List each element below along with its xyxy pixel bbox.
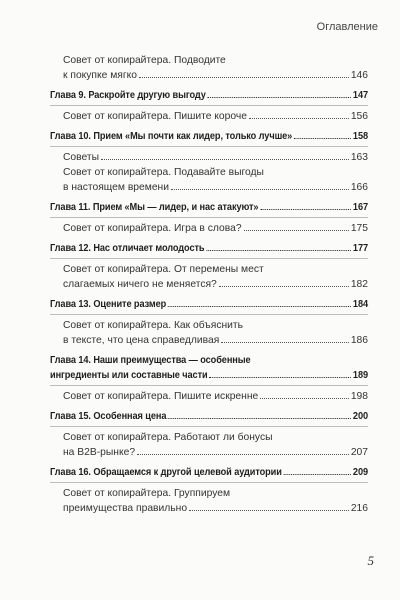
subentry-text: преимущества правильно: [63, 503, 188, 514]
toc-subentry: [50, 389, 368, 404]
leader-dots: [284, 474, 351, 475]
toc-subentry: [50, 109, 368, 124]
toc-subentry: [50, 165, 368, 195]
leader-dots: [244, 230, 349, 231]
subentry-text: Советы: [63, 152, 100, 163]
toc-chapter: [50, 200, 368, 215]
separator-rule: [50, 105, 368, 106]
toc-chapter: [50, 409, 368, 424]
subentry-text: Совет от копирайтера. Игра в слова?: [63, 223, 242, 234]
leader-dots: [260, 398, 349, 399]
chapter-title: Глава 13. Оцените размер: [50, 299, 167, 310]
subentry-text: в тексте, что цена справедливая: [63, 335, 220, 346]
toc-chapter: [50, 241, 368, 256]
leader-dots: [208, 97, 351, 98]
chapter-title: Глава 15. Особенная цена: [50, 411, 167, 422]
page-ref: 175: [350, 223, 368, 234]
leader-dots: [294, 138, 351, 139]
subentry-text: Совет от копирайтера. Подводите: [63, 55, 226, 66]
subentry-text: Совет от копирайтера. Группируем: [63, 488, 231, 499]
page-ref: 198: [350, 391, 368, 402]
leader-dots: [209, 377, 351, 378]
subentry-text: к покупке мягко: [63, 70, 137, 81]
page-ref: 167: [352, 202, 369, 213]
subentry-text: слагаемых ничего не меняется?: [63, 279, 217, 290]
chapter-title: Глава 9. Раскройте другую выгоду: [50, 90, 206, 101]
separator-rule: [50, 146, 368, 147]
separator-rule: [50, 385, 368, 386]
page-ref: 156: [350, 111, 368, 122]
leader-dots: [249, 118, 349, 119]
leader-dots: [260, 209, 351, 210]
page-ref: 163: [350, 152, 368, 163]
page-ref: 207: [350, 447, 368, 458]
leader-dots: [189, 510, 349, 511]
subentry-text: на B2B-рынке?: [63, 447, 136, 458]
leader-dots: [139, 77, 349, 78]
chapter-title: Глава 12. Нас отличает молодость: [50, 243, 205, 254]
chapter-title: Глава 14. Наши преимущества — особенные: [50, 355, 251, 366]
separator-rule: [50, 217, 368, 218]
leader-dots: [101, 159, 349, 160]
leader-dots: [171, 189, 349, 190]
page-ref: 177: [352, 243, 369, 254]
subentry-text: Совет от копирайтера. Пишите искренне: [63, 391, 259, 402]
subentry-text: Совет от копирайтера. Работают ли бонусы: [63, 432, 273, 443]
toc-chapter: [50, 88, 368, 103]
chapter-title: Глава 11. Прием «Мы — лидер, и нас атакуют»: [50, 202, 259, 213]
page-ref: 158: [352, 131, 369, 142]
leader-dots: [137, 454, 349, 455]
chapter-title: ингредиенты или составные части: [50, 370, 208, 381]
page-ref: 189: [352, 370, 369, 381]
separator-rule: [50, 426, 368, 427]
table-of-contents: [50, 53, 368, 516]
page-ref: 166: [350, 182, 368, 193]
toc-chapter: [50, 129, 368, 144]
subentry-text: Совет от копирайтера. Пишите короче: [63, 111, 247, 122]
page-ref: 186: [350, 335, 368, 346]
running-header: Оглавление: [316, 21, 378, 33]
separator-rule: [50, 314, 368, 315]
page-ref: 216: [350, 503, 368, 514]
toc-subentry: [50, 150, 368, 165]
toc-subentry: [50, 430, 368, 460]
subentry-text: Совет от копирайтера. Как объяснить: [63, 320, 243, 331]
toc-chapter: [50, 465, 368, 480]
toc-chapter: [50, 297, 368, 312]
page-ref: 200: [352, 411, 369, 422]
toc-subentry: [50, 53, 368, 83]
toc-chapter: [50, 353, 368, 383]
leader-dots: [206, 250, 351, 251]
subentry-text: Совет от копирайтера. Подавайте выгоды: [63, 167, 264, 178]
page-number: 5: [367, 553, 374, 568]
toc-subentry: [50, 486, 368, 516]
toc-subentry: [50, 318, 368, 348]
toc-subentry: [50, 262, 368, 292]
leader-dots: [219, 286, 349, 287]
page-ref: 209: [352, 467, 369, 478]
leader-dots: [168, 418, 351, 419]
leader-dots: [168, 306, 351, 307]
toc-subentry: [50, 221, 368, 236]
subentry-text: в настоящем времени: [63, 182, 169, 193]
page-ref: 146: [350, 70, 368, 81]
subentry-text: Совет от копирайтера. От перемены мест: [63, 264, 264, 275]
chapter-title: Глава 16. Обращаемся к другой целевой аудитории: [50, 467, 282, 478]
separator-rule: [50, 482, 368, 483]
page-ref: 147: [352, 90, 369, 101]
page-ref: 182: [350, 279, 368, 290]
chapter-title: Глава 10. Прием «Мы почти как лидер, только лучше»: [50, 131, 293, 142]
separator-rule: [50, 258, 368, 259]
leader-dots: [221, 342, 349, 343]
page-ref: 184: [352, 299, 369, 310]
